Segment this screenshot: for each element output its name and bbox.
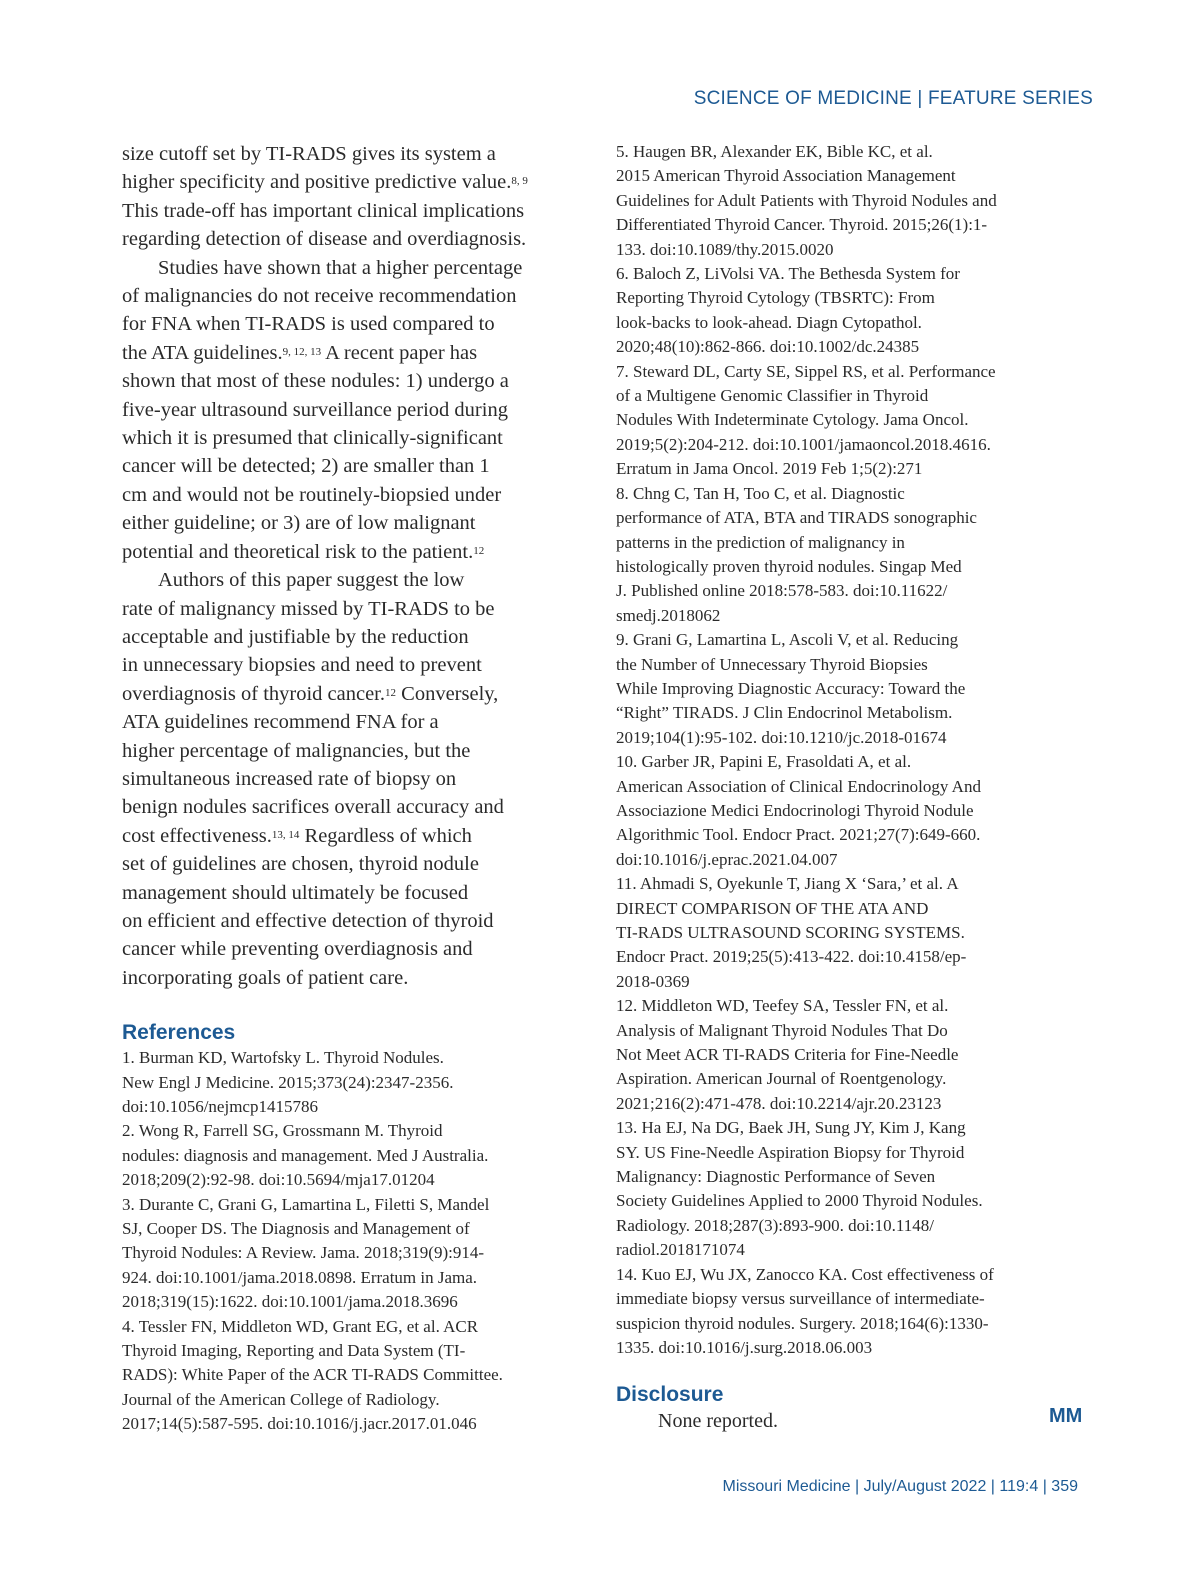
reference-line: nodules: diagnosis and management. Med J Australia. bbox=[122, 1145, 489, 1165]
reference-line: 6. Baloch Z, LiVolsi VA. The Bethesda System for bbox=[616, 264, 960, 284]
text-line: simultaneous increased rate of biopsy on bbox=[122, 767, 457, 790]
reference-line: SY. US Fine-Needle Aspiration Biopsy for Thyroid bbox=[616, 1142, 965, 1162]
reference-item bbox=[616, 1116, 1096, 1262]
disclosure-text: None reported. bbox=[658, 1410, 778, 1433]
text-line: acceptable and justifiable by the reduction bbox=[122, 625, 469, 648]
reference-line: RADS): White Paper of the ACR TI-RADS Committee. bbox=[122, 1365, 503, 1385]
reference-line: 2018;319(15):1622. doi:10.1001/jama.2018.3696 bbox=[122, 1292, 458, 1312]
reference-line: 2021;216(2):471-478. doi:10.2214/ajr.20.23123 bbox=[616, 1093, 942, 1113]
reference-item bbox=[616, 872, 1096, 994]
text-line: five-year ultrasound surveillance period during bbox=[122, 398, 508, 421]
reference-line: smedj.2018062 bbox=[616, 605, 721, 625]
running-header: SCIENCE OF MEDICINE | FEATURE SERIES bbox=[693, 88, 1093, 109]
text-line: Authors of this paper suggest the low bbox=[158, 569, 465, 592]
reference-line: 12. Middleton WD, Teefey SA, Tessler FN, et al. bbox=[616, 996, 949, 1016]
reference-item bbox=[122, 1046, 562, 1119]
text-line: regarding detection of disease and overdiagnosis. bbox=[122, 228, 527, 251]
reference-line: Not Meet ACR TI-RADS Criteria for Fine-Needle bbox=[616, 1045, 959, 1065]
reference-line: Analysis of Malignant Thyroid Nodules That Do bbox=[616, 1020, 948, 1040]
reference-line: 2019;5(2):204-212. doi:10.1001/jamaoncol.2018.4616. bbox=[616, 434, 991, 454]
text-line: ATA guidelines recommend FNA for a bbox=[122, 711, 439, 734]
end-mark: MM bbox=[1049, 1405, 1083, 1427]
reference-item bbox=[122, 1193, 562, 1315]
text-line: cost effectiveness.$^{13, 14}$ Regardless of which bbox=[122, 824, 472, 847]
reference-line: Society Guidelines Applied to 2000 Thyroid Nodules. bbox=[616, 1191, 983, 1211]
body-paragraph-3 bbox=[122, 566, 562, 992]
reference-line: “Right” TIRADS. J Clin Endocrinol Metabolism. bbox=[616, 703, 953, 723]
citation-superscript: 13, 14 bbox=[271, 828, 300, 841]
reference-line: 1335. doi:10.1016/j.surg.2018.06.003 bbox=[616, 1337, 873, 1357]
reference-line: Nodules With Indeterminate Cytology. Jama Oncol. bbox=[616, 410, 969, 430]
reference-line: immediate biopsy versus surveillance of intermediate- bbox=[616, 1289, 985, 1309]
reference-line: of a Multigene Genomic Classifier in Thyroid bbox=[616, 386, 929, 406]
reference-list-left bbox=[122, 1046, 562, 1437]
text-line: size cutoff set by TI-RADS gives its system a bbox=[122, 143, 496, 165]
reference-line: While Improving Diagnostic Accuracy: Toward the bbox=[616, 678, 966, 698]
reference-line: histologically proven thyroid nodules. Singap Med bbox=[616, 556, 962, 576]
reference-line: Reporting Thyroid Cytology (TBSRTC): From bbox=[616, 288, 935, 308]
reference-line: 2. Wong R, Farrell SG, Grossmann M. Thyroid bbox=[122, 1121, 443, 1141]
text-line: either guideline; or 3) are of low malignant bbox=[122, 512, 476, 535]
reference-item bbox=[616, 140, 1096, 262]
reference-line: Guidelines for Adult Patients with Thyroid Nodules and bbox=[616, 190, 997, 210]
text-line: in unnecessary biopsies and need to prevent bbox=[122, 654, 482, 677]
right-column bbox=[616, 140, 1096, 1435]
reference-line: 8. Chng C, Tan H, Too C, et al. Diagnostic bbox=[616, 483, 905, 503]
citation-superscript: 9, 12, 13 bbox=[282, 345, 322, 358]
text-line: which it is presumed that clinically-significant bbox=[122, 427, 503, 450]
reference-line: Thyroid Imaging, Reporting and Data System (TI- bbox=[122, 1341, 466, 1361]
citation-superscript: 12 bbox=[385, 686, 397, 699]
body-paragraph-1 bbox=[122, 140, 562, 254]
body-paragraph-2 bbox=[122, 254, 562, 566]
reference-line: 4. Tessler FN, Middleton WD, Grant EG, et al. ACR bbox=[122, 1316, 479, 1336]
reference-line: 10. Garber JR, Papini E, Frasoldati A, et al. bbox=[616, 752, 912, 772]
reference-item bbox=[616, 628, 1096, 750]
page-footer: Missouri Medicine | July/August 2022 | 119:4 | 359 bbox=[722, 1478, 1078, 1495]
text-line: cm and would not be routinely-biopsied under bbox=[122, 483, 502, 506]
reference-line: 2020;48(10):862-866. doi:10.1002/dc.24385 bbox=[616, 337, 920, 357]
text-line: of malignancies do not receive recommendation bbox=[122, 285, 517, 308]
reference-line: TI-RADS ULTRASOUND SCORING SYSTEMS. bbox=[616, 923, 965, 942]
text-line: Studies have shown that a higher percentage bbox=[158, 256, 523, 279]
reference-line: 7. Steward DL, Carty SE, Sippel RS, et al. Performance bbox=[616, 361, 996, 381]
text-line: set of guidelines are chosen, thyroid nodule bbox=[122, 853, 479, 876]
reference-line: 2018;209(2):92-98. doi:10.5694/mja17.01204 bbox=[122, 1170, 435, 1190]
reference-line: 1. Burman KD, Wartofsky L. Thyroid Nodules. bbox=[122, 1048, 444, 1068]
reference-line: the Number of Unnecessary Thyroid Biopsies bbox=[616, 654, 928, 674]
reference-line: American Association of Clinical Endocrinology And bbox=[616, 776, 981, 796]
reference-line: Erratum in Jama Oncol. 2019 Feb 1;5(2):271 bbox=[616, 459, 923, 479]
text-line: benign nodules sacrifices overall accuracy and bbox=[122, 796, 504, 819]
reference-line: 133. doi:10.1089/thy.2015.0020 bbox=[616, 239, 834, 259]
reference-line: 9. Grani G, Lamartina L, Ascoli V, et al. Reducing bbox=[616, 630, 959, 650]
reference-list-right bbox=[616, 140, 1096, 1360]
disclosure-heading: Disclosure bbox=[616, 1383, 724, 1407]
reference-line: doi:10.1056/nejmcp1415786 bbox=[122, 1097, 318, 1116]
reference-line: 3. Durante C, Grani G, Lamartina L, Filetti S, Mandel bbox=[122, 1194, 490, 1214]
reference-line: J. Published online 2018:578-583. doi:10.11622/ bbox=[616, 581, 948, 601]
text-line: the ATA guidelines.$^{9, 12, 13}$ A recent paper has bbox=[122, 341, 478, 364]
reference-line: doi:10.1016/j.eprac.2021.04.007 bbox=[616, 849, 838, 869]
reference-line: 924. doi:10.1001/jama.2018.0898. Erratum in Jama. bbox=[122, 1267, 478, 1287]
reference-line: Aspiration. American Journal of Roentgenology. bbox=[616, 1069, 947, 1089]
text-line: on efficient and effective detection of thyroid bbox=[122, 909, 494, 932]
reference-line: Journal of the American College of Radiology. bbox=[122, 1389, 440, 1409]
text-line: cancer will be detected; 2) are smaller than 1 bbox=[122, 455, 490, 478]
reference-line: patterns in the prediction of malignancy in bbox=[616, 532, 905, 552]
reference-item bbox=[616, 750, 1096, 872]
reference-item bbox=[616, 994, 1096, 1116]
reference-line: Endocr Pract. 2019;25(5):413-422. doi:10.4158/ep- bbox=[616, 947, 967, 967]
reference-line: performance of ATA, BTA and TIRADS sonographic bbox=[616, 508, 977, 528]
reference-line: 13. Ha EJ, Na DG, Baek JH, Sung JY, Kim J, Kang bbox=[616, 1118, 966, 1138]
reference-line: Malignancy: Diagnostic Performance of Seven bbox=[616, 1167, 936, 1187]
reference-line: radiol.2018171074 bbox=[616, 1240, 745, 1260]
text-line: cancer while preventing overdiagnosis and bbox=[122, 938, 473, 961]
citation-superscript: 12 bbox=[473, 544, 485, 557]
text-line: overdiagnosis of thyroid cancer.$^{12}$ Conversely, bbox=[122, 682, 499, 705]
text-line: for FNA when TI-RADS is used compared to bbox=[122, 313, 495, 336]
reference-line: 11. Ahmadi S, Oyekunle T, Jiang X ‘Sara,’ et al. A bbox=[616, 874, 959, 894]
reference-line: Radiology. 2018;287(3):893-900. doi:10.1148/ bbox=[616, 1215, 934, 1235]
reference-line: Thyroid Nodules: A Review. Jama. 2018;319(9):914- bbox=[122, 1243, 484, 1263]
reference-item bbox=[616, 360, 1096, 482]
reference-line: DIRECT COMPARISON OF THE ATA AND bbox=[616, 898, 929, 918]
reference-item bbox=[616, 262, 1096, 360]
reference-line: 2017;14(5):587-595. doi:10.1016/j.jacr.2017.01.046 bbox=[122, 1414, 477, 1434]
text-line: higher specificity and positive predictive value.$^{8, 9}$ bbox=[122, 171, 528, 194]
reference-item bbox=[616, 482, 1096, 628]
reference-item bbox=[616, 1263, 1096, 1361]
reference-line: Associazione Medici Endocrinologi Thyroid Nodule bbox=[616, 800, 974, 820]
reference-line: 5. Haugen BR, Alexander EK, Bible KC, et al. bbox=[616, 142, 933, 161]
left-column bbox=[122, 140, 562, 1437]
text-line: This trade-off has important clinical implications bbox=[122, 199, 525, 222]
text-line: incorporating goals of patient care. bbox=[122, 966, 409, 989]
text-line: higher percentage of malignancies, but the bbox=[122, 739, 471, 762]
reference-line: look-backs to look-ahead. Diagn Cytopathol. bbox=[616, 312, 922, 332]
reference-line: 2015 American Thyroid Association Management bbox=[616, 166, 956, 186]
citation-superscript: 8, 9 bbox=[511, 175, 528, 188]
reference-item bbox=[122, 1119, 562, 1192]
reference-item bbox=[122, 1315, 562, 1437]
reference-line: 2019;104(1):95-102. doi:10.1210/jc.2018-01674 bbox=[616, 727, 947, 747]
reference-line: SJ, Cooper DS. The Diagnosis and Management of bbox=[122, 1219, 470, 1239]
text-line: potential and theoretical risk to the patient.$^{12}$ bbox=[122, 540, 485, 563]
references-heading: References bbox=[122, 1021, 236, 1045]
reference-line: 2018-0369 bbox=[616, 971, 690, 991]
text-line: rate of malignancy missed by TI-RADS to be bbox=[122, 597, 495, 620]
text-line: management should ultimately be focused bbox=[122, 881, 469, 904]
text-line: shown that most of these nodules: 1) undergo a bbox=[122, 370, 509, 393]
reference-line: Algorithmic Tool. Endocr Pract. 2021;27(7):649-660. bbox=[616, 825, 981, 845]
reference-line: suspicion thyroid nodules. Surgery. 2018;164(6):1330- bbox=[616, 1313, 989, 1333]
reference-line: 14. Kuo EJ, Wu JX, Zanocco KA. Cost effectiveness of bbox=[616, 1264, 994, 1284]
reference-line: Differentiated Thyroid Cancer. Thyroid. 2015;26(1):1- bbox=[616, 215, 988, 235]
reference-line: New Engl J Medicine. 2015;373(24):2347-2356. bbox=[122, 1072, 454, 1092]
